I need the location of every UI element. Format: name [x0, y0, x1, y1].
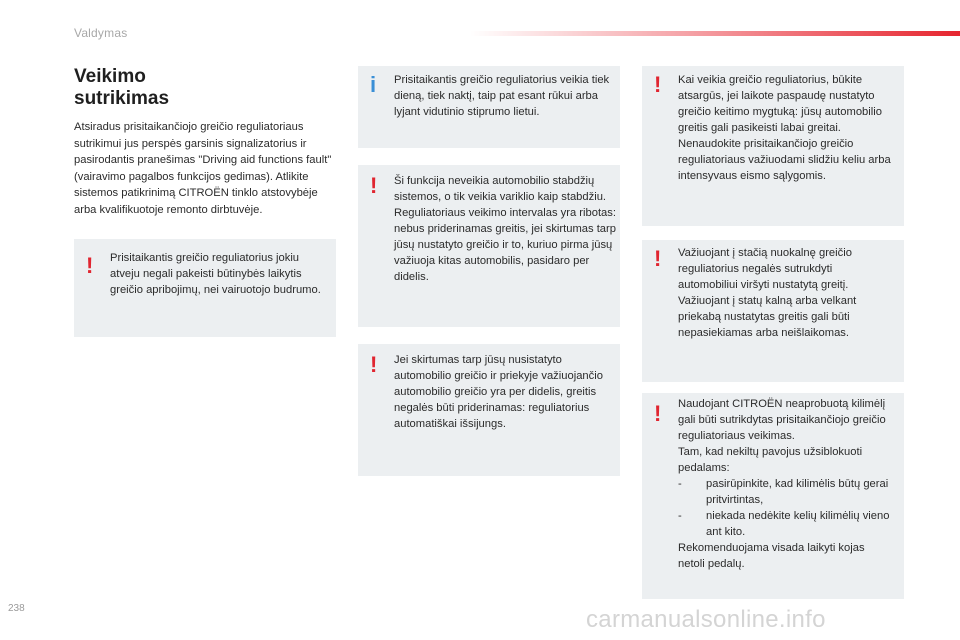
page-title — [74, 66, 334, 110]
page-title-line1: Veikimo — [74, 66, 146, 87]
page-title-line2: sutrikimas — [74, 88, 170, 109]
warning-text — [678, 245, 892, 341]
list-item-text: niekada nedėkite kelių kilimėlių vieno ant kito. — [706, 510, 890, 538]
info-box-weather — [358, 66, 620, 148]
warning-text — [394, 352, 618, 432]
warning-paragraph: Reguliatoriaus veikimo intervalas yra ribotas: nebus priderinamas greitis, jei skirtumas tarp jūsų nustatyto greičio ir to, kuriuo pirma jūsų važiuoja kitas automobilis, pasidaro per didelis. — [394, 207, 616, 283]
warning-icon: ! — [86, 253, 94, 278]
intro-paragraph: Atsiradus prisitaikančiojo greičio reguliatoriaus sutrikimui jus perspės garsinis signalizatorius ir pasirodantis pranešimas "Driving aid functions fault" (vairavimo pagalbos funkcijos gedimas). Atlikite sistemos patikrinimą CITROËN tinklo atstovybėje arba kvalifikuotoje remonto dirbtuvėje. — [74, 121, 332, 216]
warning-icon: ! — [370, 352, 378, 377]
warning-box-speed-change — [642, 66, 904, 226]
warning-box-speed-difference — [358, 344, 620, 476]
warning-text — [394, 173, 616, 285]
warning-icon: ! — [370, 173, 378, 198]
warning-paragraph: Naudojant CITROËN neaprobuotą kilimėlį gali būti sutrikdytas prisitaikančiojo greičio reguliatoriaus veikimas. — [678, 398, 886, 442]
list-item — [678, 508, 892, 540]
warning-paragraph: Nenaudokite prisitaikančiojo greičio reguliatoriaus važiuodami slidžiu keliu arba intensyvaus eismo sąlygomis. — [678, 138, 891, 182]
warning-box-slopes — [642, 240, 904, 382]
page-number: 238 — [8, 603, 25, 614]
warning-box-engine-braking — [358, 165, 620, 327]
list-item-text: pasirūpinkite, kad kilimėlis būtų gerai pritvirtintas, — [706, 478, 889, 506]
warning-icon: ! — [654, 246, 662, 271]
warning-paragraph: Jei skirtumas tarp jūsų nusistatyto automobilio greičio ir priekyje važiuojančio automobilio greičio yra per didelis, greitis negalės būti priderinamas: reguliatorius automatiškai išsijungs. — [394, 354, 603, 430]
warning-paragraph: Prisitaikantis greičio reguliatorius jokiu atveju negali pakeisti būtinybės laikytis greičio apribojimų, nei vairuotojo budrumo. — [110, 252, 321, 296]
info-icon: i — [370, 72, 377, 97]
warning-paragraph: Važiuojant į stačią nuokalnę greičio reguliatorius negalės sutrukdyti automobiliui viršyti nustatytą greitį. — [678, 247, 852, 291]
warning-paragraph: Kai veikia greičio reguliatorius, būkite atsargūs, jei laikote paspaudę nustatyto greičio keitimo mygtuką: jūsų automobilio greitis gali pasikeisti labai greitai. — [678, 74, 882, 134]
warning-text — [110, 250, 330, 298]
watermark-text: carmanualsonline.info — [586, 606, 826, 633]
warning-paragraph: Rekomenduojama visada laikyti kojas netoli pedalų. — [678, 542, 865, 570]
header-accent-bar — [470, 31, 960, 36]
list-item — [678, 476, 892, 508]
warning-text — [678, 396, 892, 572]
list-bullet: - — [678, 510, 682, 522]
warning-paragraph: Ši funkcija neveikia automobilio stabdžių sistemos, o tik veikia variklio kaip stabdžiu. — [394, 175, 607, 203]
warning-box-speed-limits — [74, 239, 336, 337]
warning-text — [678, 72, 894, 184]
warning-icon: ! — [654, 72, 662, 97]
info-paragraph: Prisitaikantis greičio reguliatorius veikia tiek dieną, tiek naktį, taip pat esant rūkui arba lyjant vidutinio stiprumo lietui. — [394, 74, 610, 118]
warning-paragraph: Tam, kad nekiltų pavojus užsiblokuoti pedalams: — [678, 446, 863, 474]
warning-paragraph: Važiuojant į statų kalną arba velkant priekabą nustatytas greitis gali būti nepasiekiamas arba neišlaikomas. — [678, 295, 857, 339]
section-label: Valdymas — [74, 26, 128, 40]
warning-box-floor-mats — [642, 393, 904, 599]
info-text — [394, 72, 616, 120]
warning-icon: ! — [654, 401, 662, 426]
list-bullet: - — [678, 478, 682, 490]
